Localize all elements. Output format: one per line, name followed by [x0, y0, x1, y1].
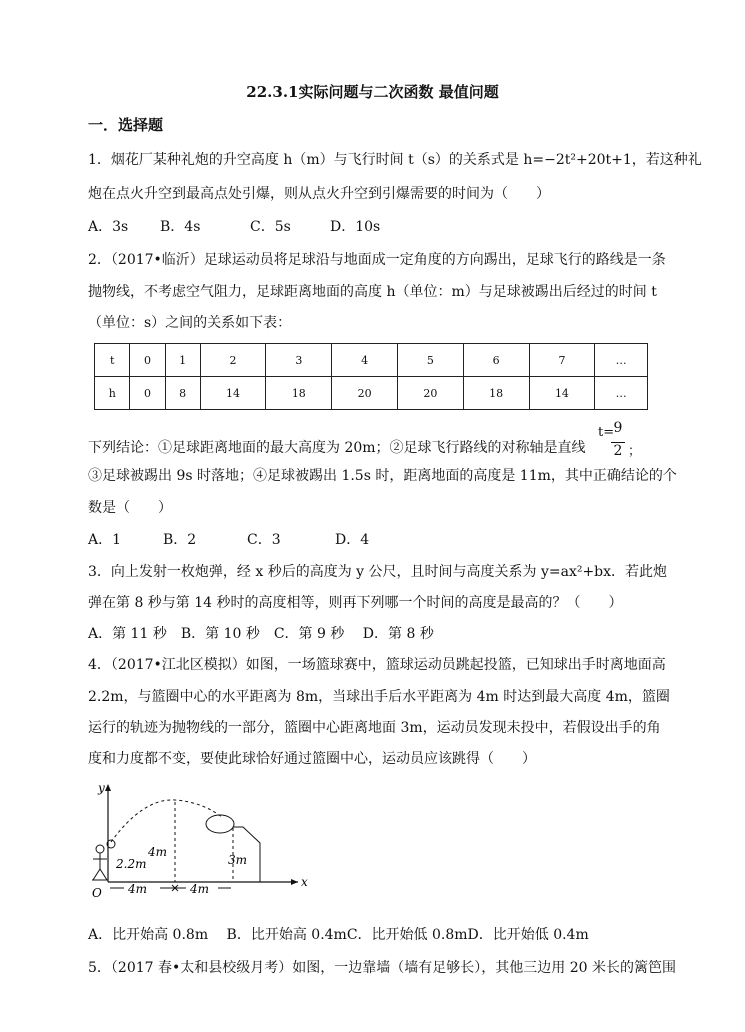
table-cell: … [595, 344, 648, 377]
table-cell: 14 [529, 377, 595, 410]
table-cell: 0 [130, 377, 165, 410]
q2-option-a[interactable]: A．1 [88, 532, 122, 548]
table-cell: t [95, 344, 130, 377]
table-cell: … [595, 377, 648, 410]
table-cell: 4 [332, 344, 398, 377]
table-cell: h [95, 377, 130, 410]
table-cell: 0 [130, 344, 165, 377]
distance-label-2: 4m [190, 882, 210, 896]
section-heading: 一．选择题 [88, 116, 164, 134]
y-axis-label: y [98, 781, 105, 795]
table-row-h [95, 377, 648, 410]
height-label-peak: 4m [148, 845, 168, 859]
table-cell: 1 [165, 344, 200, 377]
q1-option-d[interactable]: D．10s [330, 219, 381, 235]
player-head [96, 845, 104, 853]
q3-line1: 3．向上发射一枚炮弹，经 x 秒后的高度为 y 公尺，且时间与高度关系为 y=ax²+bx．若此炮 [88, 564, 668, 580]
q2-line2: 抛物线，不考虑空气阻力，足球距离地面的高度 h（单位：m）与足球被踢出后经过的时间 t [88, 284, 657, 300]
q2-option-b[interactable]: B．2 [163, 532, 197, 548]
q1-option-a[interactable]: A．3s [88, 219, 129, 235]
q4-line4: 度和力度都不变，要使此球恰好通过篮圈中心，运动员应该跳得（ ） [88, 751, 536, 767]
q2-line3: （单位：s）之间的关系如下表： [88, 315, 292, 331]
q1-line2: 炮在点火升空到最高点处引爆，则从点火升空到引爆需要的时间为（ ） [88, 186, 550, 202]
page-title: 22.3.1实际问题与二次函数 最值问题 [246, 83, 499, 101]
q2-conclusion1: 下列结论：①足球距离地面的最大高度为 20m；②足球飞行路线的对称轴是直线 [88, 440, 586, 456]
q2-option-d[interactable]: D．4 [335, 532, 370, 548]
q5-line1: 5．（2017 春•太和县校级月考）如图，一边靠墙（墙有足够长），其他三边用 20 米长的篱笆围 [88, 960, 676, 976]
table-row-t [95, 344, 648, 377]
table-cell: 18 [463, 377, 529, 410]
q2-conclusion3: 数是（ ） [88, 500, 172, 516]
y-axis-arrow [105, 784, 111, 791]
height-label-hoop: 3m [228, 853, 248, 867]
q1-option-b[interactable]: B．4s [160, 219, 201, 235]
player-leg [93, 869, 100, 880]
q2-options [88, 530, 369, 550]
fraction-tail: ； [628, 444, 642, 459]
table-cell: 5 [397, 344, 463, 377]
q4-line2: 2.2m，与篮圈中心的水平距离为 8m，当球出手后水平距离为 4m 时达到最大高度 4m，篮圈 [88, 689, 670, 705]
q1-option-c[interactable]: C．5s [250, 219, 291, 235]
table-cell: 6 [463, 344, 529, 377]
q4-options[interactable]: A．比开始高 0.8m B．比开始高 0.4mC．比开始低 0.8mD．比开始低 0.4m [88, 927, 589, 943]
q2-data-table [94, 343, 648, 410]
table-cell: 7 [529, 344, 595, 377]
q3-options[interactable]: A．第 11 秒 B．第 10 秒 C．第 9 秒 D．第 8 秒 [88, 626, 434, 642]
table-cell: 20 [332, 377, 398, 410]
table-cell: 3 [266, 344, 332, 377]
basketball-figure [88, 780, 318, 900]
q2-line1: 2．（2017•临沂）足球运动员将足球沿与地面成一定角度的方向踢出，足球飞行的路线是一条 [88, 252, 666, 268]
q2-option-c[interactable]: C．3 [247, 532, 281, 548]
fraction-denominator: 2 [613, 443, 623, 459]
q1-options [88, 217, 380, 237]
q1-line1: 1．烟花厂某种礼炮的升空高度 h（m）与飞行时间 t（s）的关系式是 h=−2t²+20t+1，若这种礼 [88, 152, 702, 168]
table-cell: 8 [165, 377, 200, 410]
q4-line3: 运行的轨迹为抛物线的一部分，篮圈中心距离地面 3m，运动员发现未投中，若假设出手的角 [88, 720, 661, 736]
x-axis-arrow [291, 879, 298, 885]
q2-conclusion2: ③足球被踢出 9s 时落地；④足球被踢出 1.5s 时，距离地面的高度是 11m，其中正确结论的个 [88, 468, 677, 484]
x-axis-label: x [301, 875, 308, 889]
origin-label: O [92, 886, 102, 900]
distance-label-1: 4m [128, 882, 148, 896]
table-cell: 2 [200, 344, 266, 377]
fraction-numerator: 9 [613, 420, 623, 436]
hoop-icon [206, 815, 234, 833]
fraction-variable: t= [598, 425, 615, 440]
trajectory-curve [111, 800, 223, 842]
table-cell: 20 [397, 377, 463, 410]
height-label-release: 2.2m [116, 857, 147, 871]
table-cell: 14 [200, 377, 266, 410]
q3-line2: 弹在第 8 秒与第 14 秒时的高度相等，则再下列哪一个时间的高度是最高的？（ ） [88, 595, 623, 611]
table-cell: 18 [266, 377, 332, 410]
q4-line1: 4．（2017•江北区模拟）如图，一场篮球赛中，篮球运动员跳起投篮，已知球出手时离地面高 [88, 657, 666, 673]
player-leg [100, 869, 107, 880]
